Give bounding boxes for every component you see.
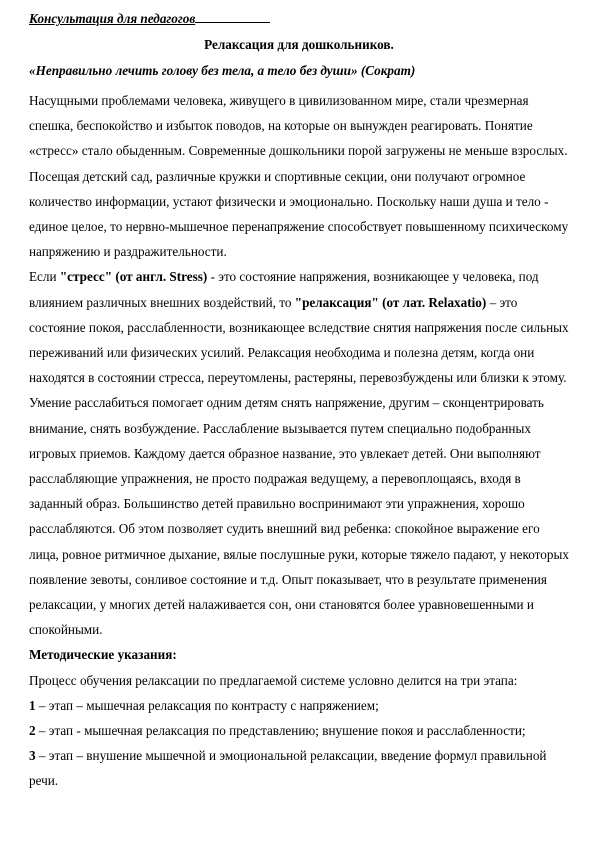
stage-item-3: [29, 743, 569, 793]
paragraph-definition: [29, 264, 569, 642]
paragraph-intro: Насущными проблемами человека, живущего в цивилизованном мире, стали чрезмерная спешка, беспокойство и избыток поводов, на которые он вынужден реагировать. Понятие «стресс» стало обыденным. Современные дошкольники порой загружены не меньше взрослых. Посещая детский сад, различные кружки и спортивные секции, они получают огромное количество информации, устают физически и эмоционально. Поскольку наши душа и тело - единое целое, то нервно-мышечное перенапряжение способствует повышенному психическому напряжению и раздражительности.: [29, 93, 569, 260]
paragraph-definition-text-2: - это состояние напряжения, возникающее у человека, под влиянием различных внешних воздействий, то: [29, 269, 539, 310]
stage-number-2: 2: [29, 723, 36, 739]
term-stress: "стресс" (от англ. Stress): [59, 269, 208, 285]
stage-item-1: [29, 693, 569, 718]
stage-number-3: 3: [29, 748, 36, 764]
stage-text-3: – этап – внушение мышечной и эмоциональной релаксации, введение формул правильной речи.: [29, 748, 547, 789]
paragraph-process: Процесс обучения релаксации по предлагаемой системе условно делится на три этапа:: [29, 672, 518, 688]
header-row: [29, 10, 569, 28]
header-underline: [195, 10, 270, 23]
document-page: [29, 10, 569, 836]
stage-number-1: 1: [29, 697, 36, 713]
stage-text-2: – этап - мышечная релаксация по представлению; внушение покоя и расслабленности;: [35, 723, 526, 739]
term-relaxation: "релаксация" (от лат. Relaxatio): [294, 294, 487, 310]
paragraph-definition-text-3: – это состояние покоя, расслабленности, возникающее вследствие снятия напряжения после сильных переживаний или физических усилий. Релаксация необходима и полезна детям, когда они находятся в состоянии стресса, переутомлены, растеряны, перевозбуждены или близки к этому. Умение расслабиться помогает одним детям снять напряжение, другим – сконцентрировать внимание, снять возбуждение. Расслабление вызывается путем специально подобранных игровых приемов. Каждому дается образное название, это увлекает детей. Они выполняют расслабляющие упражнения, не просто подражая ведущему, а перевоплощаясь, входя в заданный образ. Большинство детей правильно воспринимают эти упражнения, хорошо расслабляются. Об этом позволяет судить внешний вид ребенка: спокойное выражение его лица, ровное ритмичное дыхание, вялые послушные руки, которые тяжело падают, у некоторых появление зевоты, сонливое состояние и т.д. Опыт показывает, что в результате применения релаксации, у многих детей налаживается сон, они становятся более уравновешенными и спокойными.: [29, 294, 569, 638]
consultation-label: Консультация для педагогов: [29, 11, 196, 26]
methodical-heading: Методические указания:: [29, 647, 177, 663]
stage-text-1: – этап – мышечная релаксация по контрасту с напряжением;: [35, 697, 379, 713]
stage-item-2: [29, 718, 569, 743]
paragraph-definition-text-1: Если: [29, 269, 60, 285]
epigraph: «Неправильно лечить голову без тела, а тело без души» (Сократ): [29, 63, 416, 78]
document-title: Релаксация для дошкольников.: [204, 37, 394, 52]
